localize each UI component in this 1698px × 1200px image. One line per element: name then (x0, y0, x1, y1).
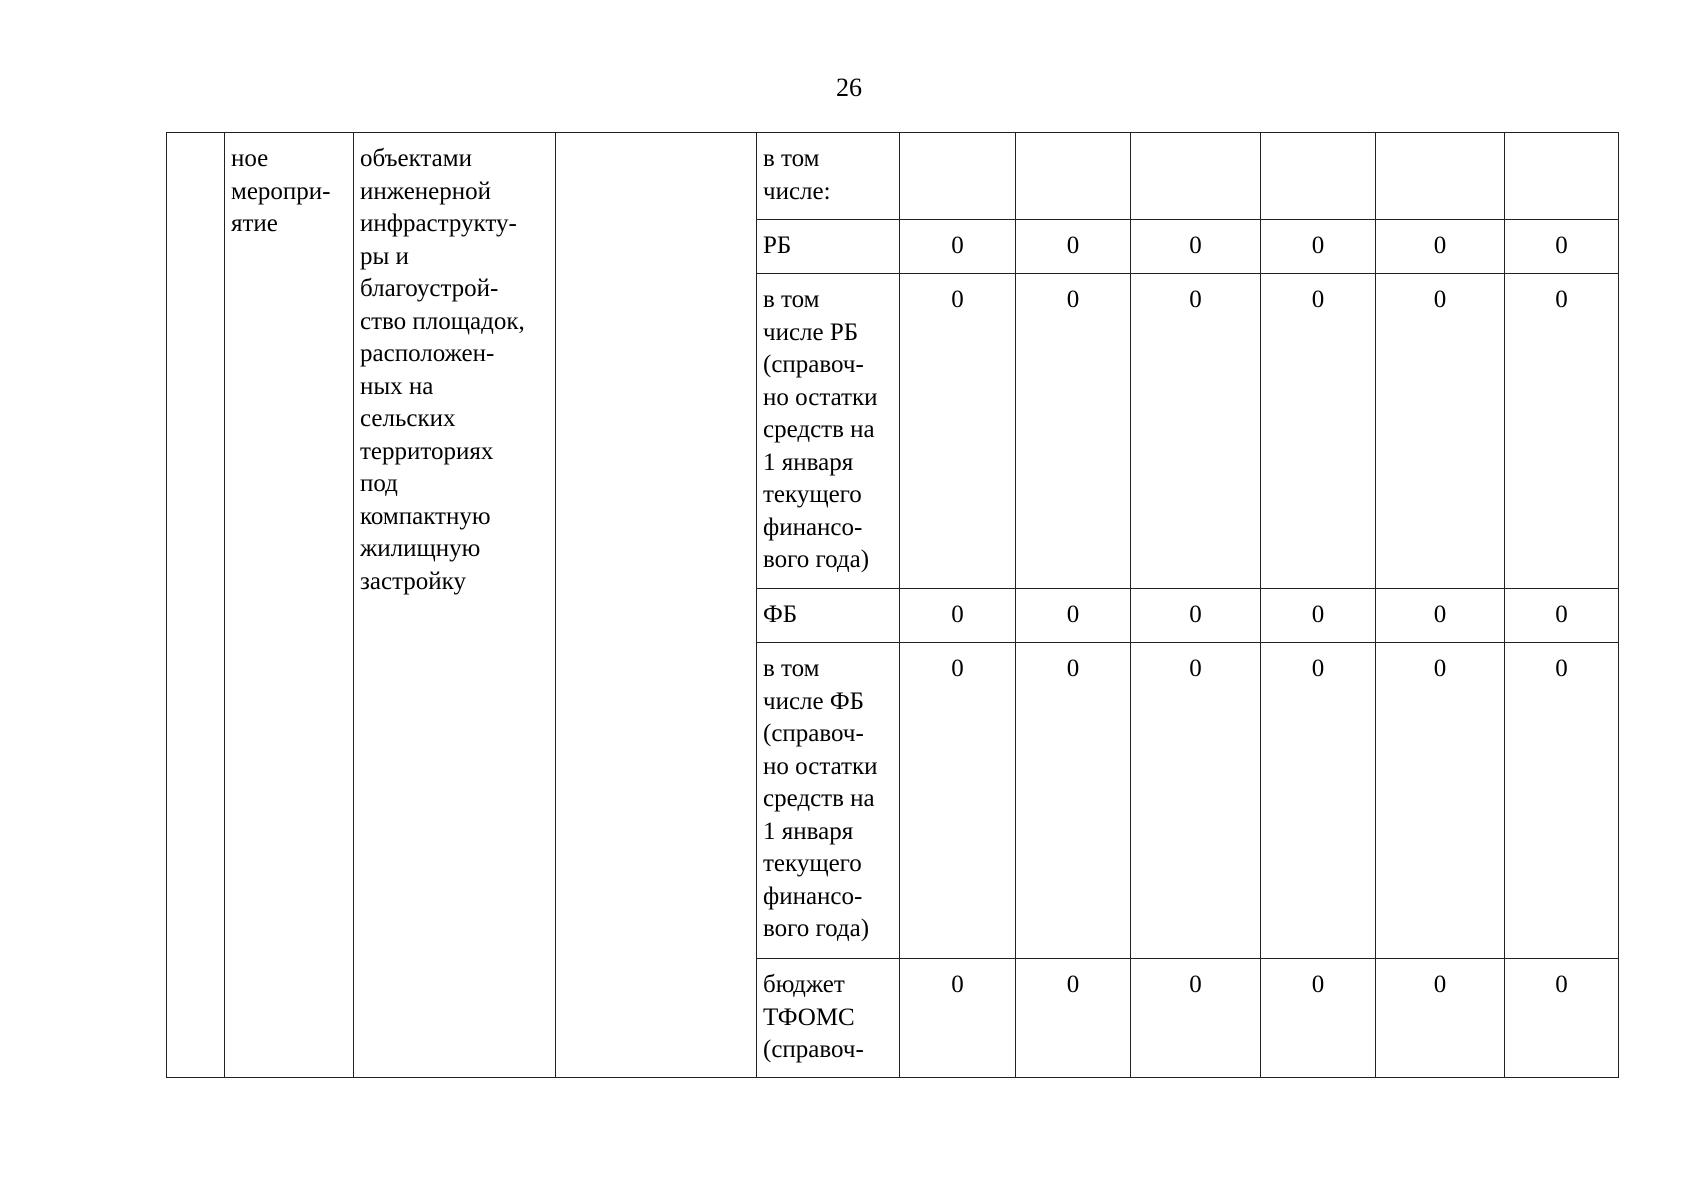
funding-source-cell: в том числе ФБ (справоч- но остатки средств на 1 января текущего финансо- вого года) (757, 643, 900, 959)
funding-source-cell: в том числе: (757, 133, 900, 220)
value-cell: 0 (1261, 589, 1376, 643)
funding-source-cell: в том числе РБ (справоч- но остатки средств на 1 января текущего финансо- вого года) (757, 274, 900, 589)
funding-source-cell: бюджет ТФОМС (справоч- (757, 959, 900, 1078)
value-cell (1505, 133, 1619, 220)
value-cell: 0 (1131, 643, 1261, 959)
value-cell: 0 (900, 274, 1016, 589)
value-cell: 0 (1505, 589, 1619, 643)
value-cell: 0 (1376, 959, 1505, 1078)
value-cell: 0 (1131, 959, 1261, 1078)
value-cell: 0 (1261, 274, 1376, 589)
value-cell: 0 (1505, 959, 1619, 1078)
value-cell: 0 (1261, 959, 1376, 1078)
value-cell: 0 (1261, 643, 1376, 959)
value-cell (900, 133, 1016, 220)
value-cell: 0 (1376, 274, 1505, 589)
value-cell: 0 (1016, 959, 1131, 1078)
funding-source-cell: ФБ (757, 589, 900, 643)
value-cell: 0 (1376, 589, 1505, 643)
value-cell (1016, 133, 1131, 220)
value-cell (1376, 133, 1505, 220)
program-funding-table (166, 132, 1619, 1078)
event-name-cell: объектами инженерной инфраструкту- ры и благоустрой- ство площадок, расположен- ных на сельских территориях под компактную жилищную застройку (354, 133, 556, 1078)
value-cell: 0 (1505, 220, 1619, 274)
value-cell: 0 (900, 220, 1016, 274)
value-cell (1261, 133, 1376, 220)
value-cell: 0 (1376, 220, 1505, 274)
value-cell: 0 (1016, 643, 1131, 959)
value-cell: 0 (900, 589, 1016, 643)
value-cell: 0 (900, 959, 1016, 1078)
value-cell: 0 (1505, 274, 1619, 589)
page-number: 26 (836, 73, 862, 102)
value-cell: 0 (1016, 220, 1131, 274)
value-cell: 0 (1016, 589, 1131, 643)
value-cell: 0 (1261, 220, 1376, 274)
value-cell: 0 (900, 643, 1016, 959)
row-number-cell (167, 133, 225, 1078)
value-cell: 0 (1505, 643, 1619, 959)
value-cell: 0 (1131, 220, 1261, 274)
value-cell: 0 (1131, 589, 1261, 643)
value-cell: 0 (1016, 274, 1131, 589)
value-cell: 0 (1376, 643, 1505, 959)
event-type-cell: ное меропри- ятие (225, 133, 354, 1078)
value-cell (1131, 133, 1261, 220)
executor-cell (556, 133, 757, 1078)
value-cell: 0 (1131, 274, 1261, 589)
table-row (167, 133, 1619, 220)
funding-source-cell: РБ (757, 220, 900, 274)
